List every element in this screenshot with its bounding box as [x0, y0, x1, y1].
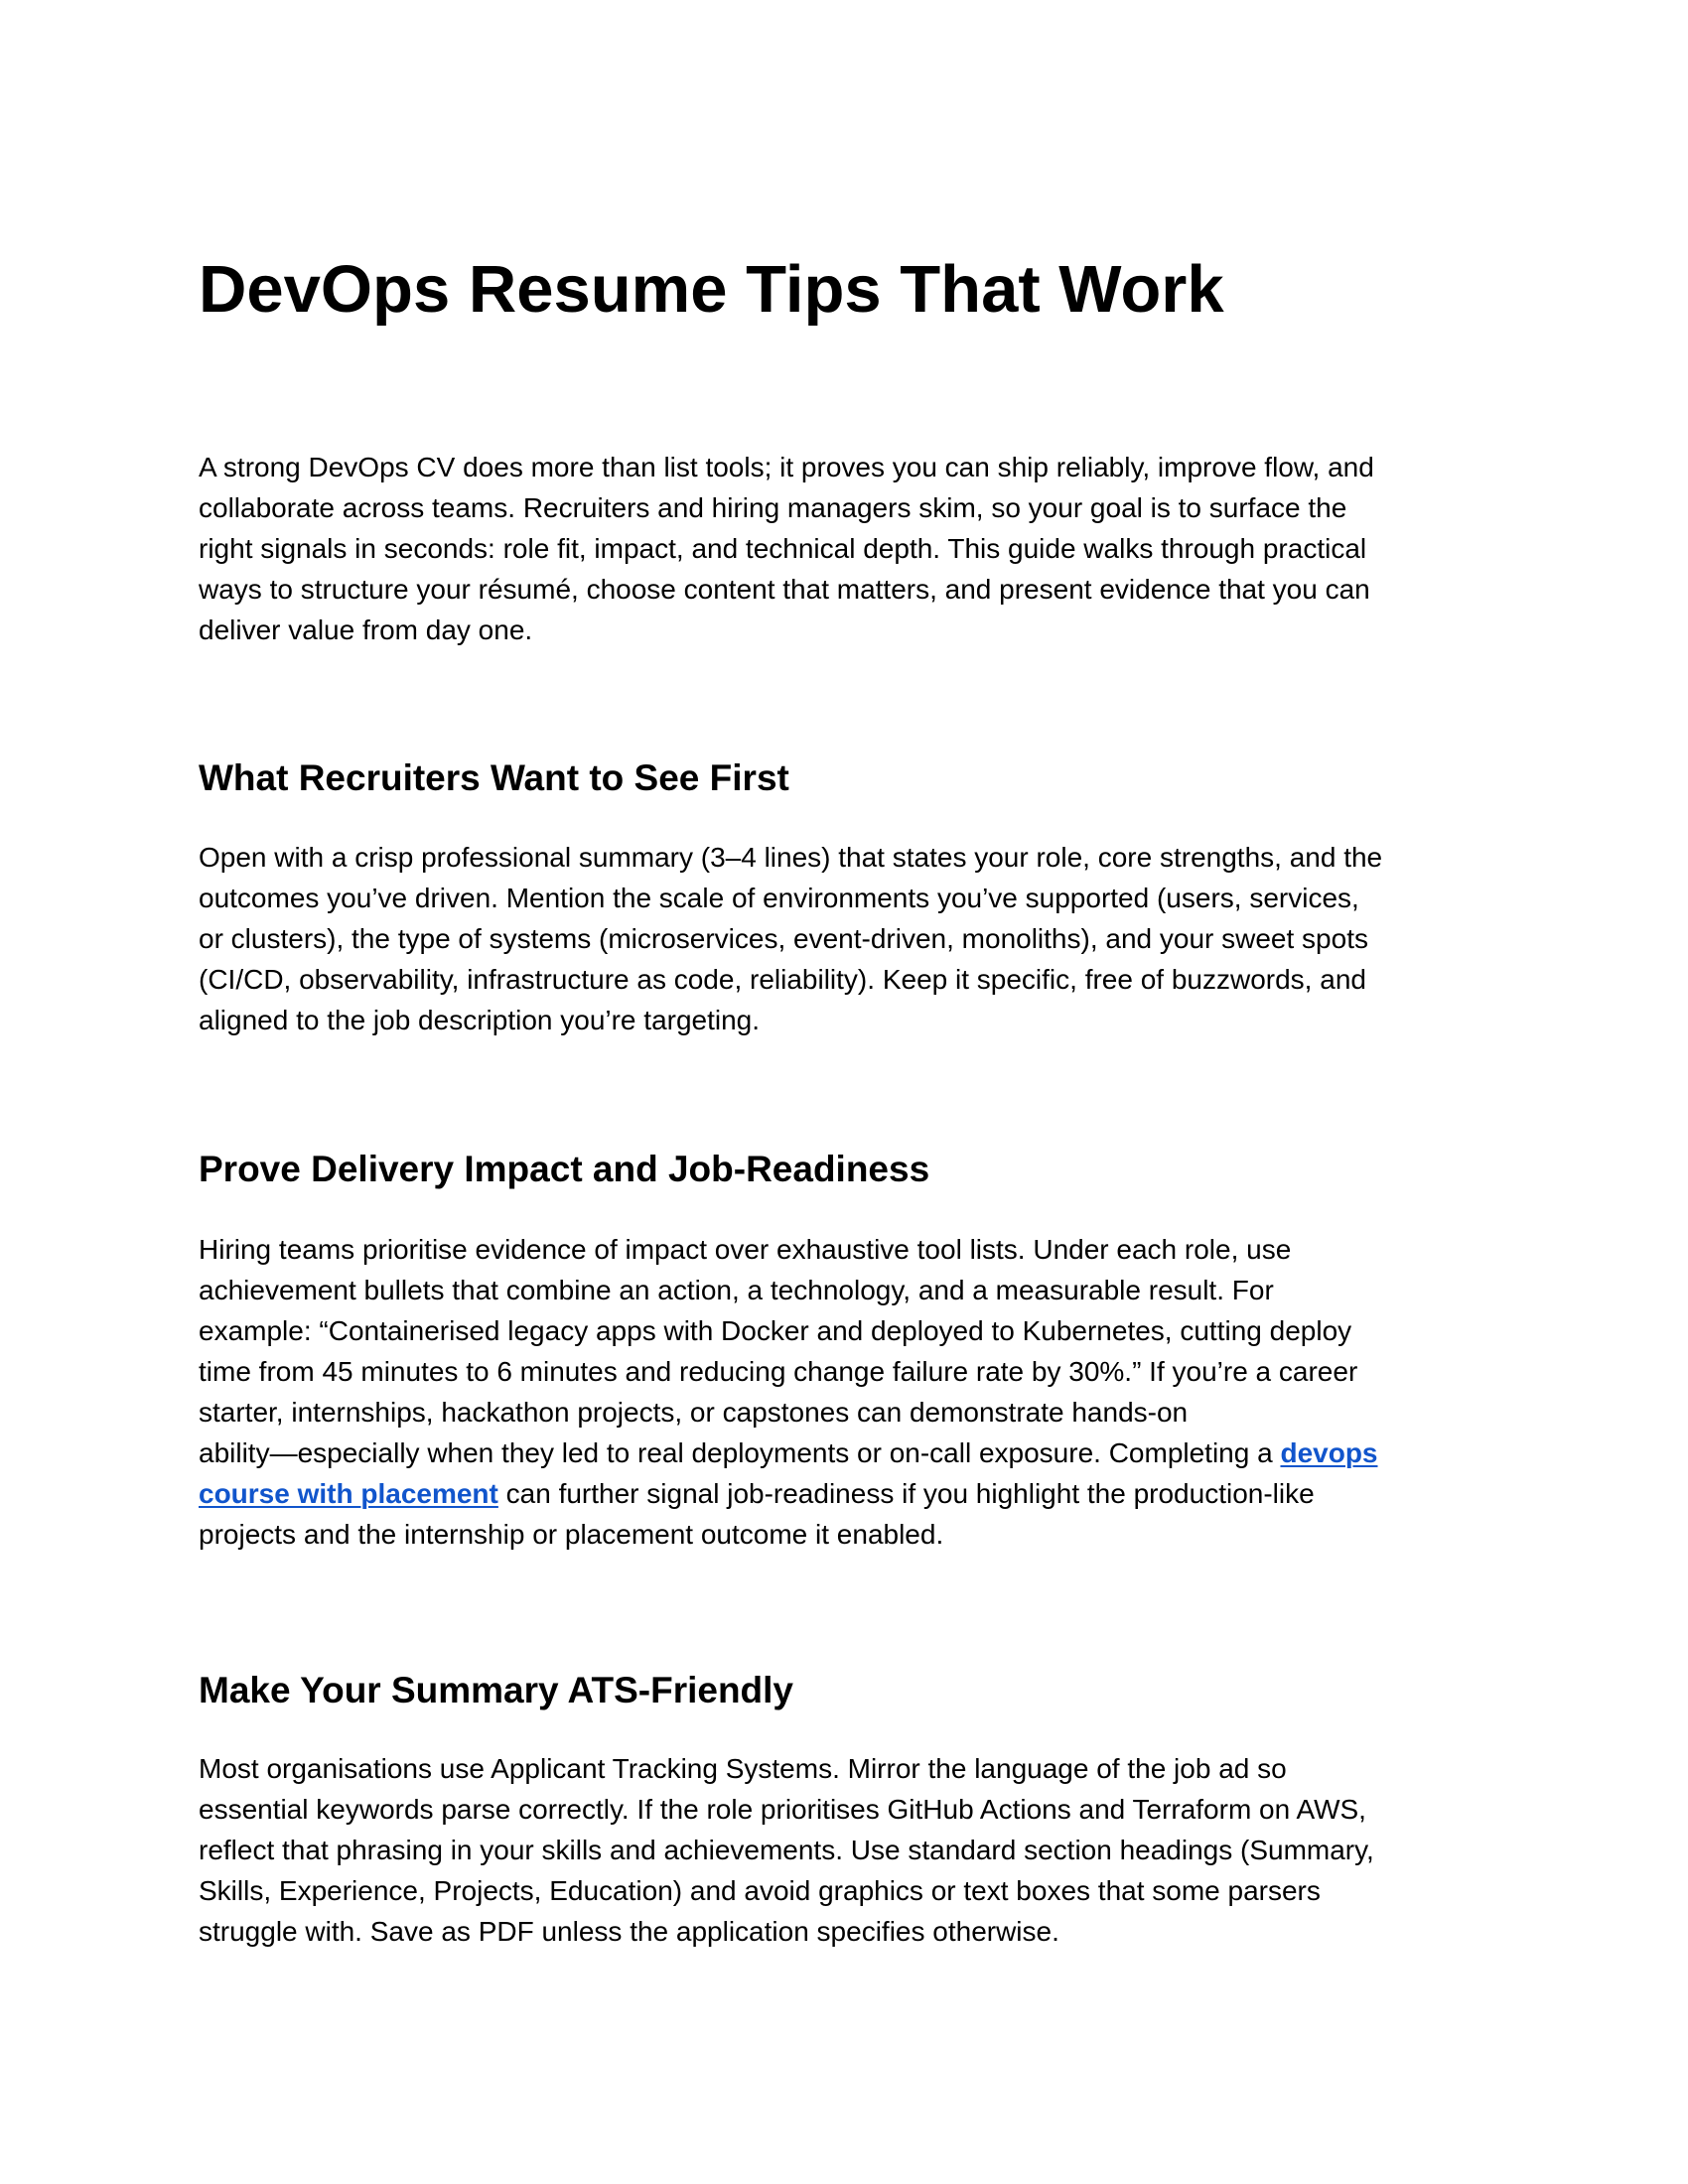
paragraph-line: aligned to the job description you’re targeting. — [199, 1005, 761, 1035]
paragraph-line — [199, 1433, 1509, 1473]
line-text: ability—especially when they led to real deployments or on-call exposure. Completing a — [199, 1437, 1281, 1468]
paragraph-line: Skills, Experience, Projects, Education) and avoid graphics or text boxes that some parsers — [199, 1875, 1321, 1906]
paragraph-line: right signals in seconds: role fit, impact, and technical depth. This guide walks through practical — [199, 533, 1367, 564]
section-recruiters-body — [199, 837, 1509, 1040]
paragraph-line: (CI/CD, observability, infrastructure as code, reliability). Keep it specific, free of buzzwords, and — [199, 964, 1366, 995]
section-heading: Prove Delivery Impact and Job-Readiness — [199, 1149, 930, 1189]
paragraph-line: ways to structure your résumé, choose content that matters, and present evidence that you can — [199, 574, 1370, 605]
devops-course-link[interactable]: devops — [1280, 1437, 1378, 1468]
line-text: can further signal job-readiness if you highlight the production-like — [497, 1478, 1315, 1509]
section-recruiters — [199, 756, 1509, 800]
paragraph-line: reflect that phrasing in your skills and achievements. Use standard section headings (Summary, — [199, 1835, 1374, 1865]
paragraph-line: outcomes you’ve driven. Mention the scale of environments you’ve supported (users, services, — [199, 883, 1359, 913]
section-ats-friendly — [199, 1669, 1509, 1712]
paragraph-line: projects and the internship or placement outcome it enabled. — [199, 1519, 944, 1550]
paragraph-line: example: “Containerised legacy apps with Docker and deployed to Kubernetes, cutting deploy — [199, 1315, 1352, 1346]
paragraph-line: deliver value from day one. — [199, 614, 533, 645]
paragraph-line: time from 45 minutes to 6 minutes and reducing change failure rate by 30%.” If you’re a career — [199, 1356, 1358, 1387]
section-delivery-impact — [199, 1148, 1509, 1191]
paragraph-line: essential keywords parse correctly. If the role prioritises GitHub Actions and Terraform on AWS, — [199, 1794, 1366, 1825]
paragraph-line: or clusters), the type of systems (microservices, event-driven, monoliths), and your sweet spots — [199, 923, 1368, 954]
section-heading: Make Your Summary ATS-Friendly — [199, 1670, 794, 1710]
intro-paragraph — [199, 447, 1509, 650]
paragraph-line: Open with a crisp professional summary (3–4 lines) that states your role, core strengths, and the — [199, 842, 1383, 873]
paragraph-line — [199, 1473, 1509, 1514]
section-heading: What Recruiters Want to See First — [199, 757, 789, 798]
devops-course-link-continued[interactable]: course with placement — [199, 1478, 498, 1509]
paragraph-line: collaborate across teams. Recruiters and hiring managers skim, so your goal is to surface the — [199, 492, 1347, 523]
title-block — [199, 250, 1509, 330]
paragraph-line: achievement bullets that combine an action, a technology, and a measurable result. For — [199, 1275, 1274, 1305]
page-title: DevOps Resume Tips That Work — [199, 252, 1224, 327]
paragraph-line: struggle with. Save as PDF unless the application specifies otherwise. — [199, 1916, 1059, 1947]
section-ats-friendly-body — [199, 1748, 1509, 1952]
paragraph-line: starter, internships, hackathon projects, or capstones can demonstrate hands-on — [199, 1397, 1189, 1428]
section-delivery-impact-body — [199, 1229, 1509, 1555]
paragraph-line: Most organisations use Applicant Tracking Systems. Mirror the language of the job ad so — [199, 1753, 1287, 1784]
paragraph-line: A strong DevOps CV does more than list tools; it proves you can ship reliably, improve flow, and — [199, 452, 1374, 482]
paragraph-line: Hiring teams prioritise evidence of impact over exhaustive tool lists. Under each role, use — [199, 1234, 1292, 1265]
